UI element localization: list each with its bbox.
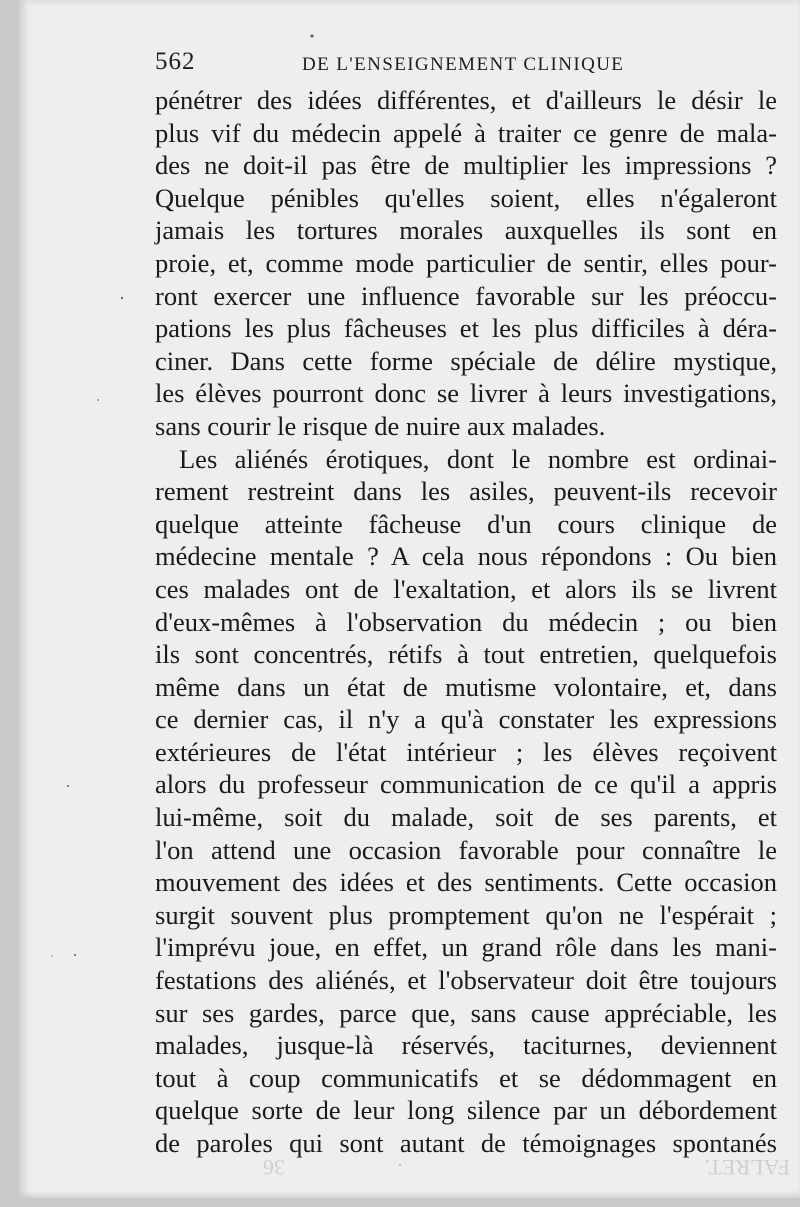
- text-line: Quelque pénibles qu'elles soient, elles n'égaleront: [155, 182, 777, 213]
- text-line: proie, et, comme mode particulier de sentir, elles pour-: [155, 247, 777, 278]
- text-line: festations des aliénés, et l'observateur doit être toujours: [155, 965, 777, 996]
- text-line: des ne doit-il pas être de multiplier les impressions ?: [155, 150, 777, 181]
- text-line: ciner. Dans cette forme spéciale de délire mystique,: [155, 345, 777, 376]
- text-line: rement restreint dans les asiles, peuvent-ils recevoir: [155, 476, 777, 507]
- text-line: d'eux-mêmes à l'observation du médecin ; ou bien: [155, 606, 777, 637]
- text-line: Les aliénés érotiques, dont le nombre est ordinai-: [179, 443, 777, 474]
- text-line: médecine mentale ? A cela nous répondons : Ou bien: [155, 541, 777, 572]
- show-through-left: FALRET.: [704, 1155, 790, 1180]
- text-line: surgit souvent plus promptement qu'on ne l'espérait ;: [155, 899, 777, 930]
- text-line: même dans un état de mutisme volontaire, et, dans: [155, 671, 777, 702]
- text-line: jamais les tortures morales auxquelles ils sont en: [155, 215, 777, 246]
- text-line: ront exercer une influence favorable sur les préoccu-: [155, 280, 777, 311]
- page-number: 562: [155, 48, 196, 75]
- text-line: sur ses gardes, parce que, sans cause appréciable, les: [155, 997, 777, 1028]
- show-through-text: [190, 1152, 790, 1180]
- text-line: tout à coup communicatifs et se dédommagent en: [155, 1062, 777, 1093]
- text-line: mouvement des idées et des sentiments. Cette occasion: [155, 867, 777, 898]
- text-line: alors du professeur communication de ce qu'il a appris: [155, 769, 777, 800]
- text-line: plus vif du médecin appelé à traiter ce genre de mala-: [155, 117, 777, 148]
- text-line: pations les plus fâcheuses et les plus difficiles à déra-: [155, 313, 777, 344]
- text-line: malades, jusque-là réservés, taciturnes, deviennent: [155, 1030, 777, 1061]
- text-line: extérieures de l'état intérieur ; les élèves reçoivent: [155, 736, 777, 767]
- text-line: lui-même, soit du malade, soit de ses parents, et: [155, 802, 777, 833]
- text-line: ce dernier cas, il n'y a qu'à constater les expressions: [155, 704, 777, 735]
- text-line: quelque sorte de leur long silence par un débordement: [155, 1095, 777, 1126]
- text-line: les élèves pourront donc se livrer à leurs investigations,: [155, 378, 777, 409]
- text-line: de paroles qui sont autant de témoignages spontanés: [155, 1128, 777, 1158]
- text-line: ils sont concentrés, rétifs à tout entretien, quelquefois: [155, 639, 777, 670]
- text-line: pénétrer des idées différentes, et d'ailleurs le désir le: [155, 85, 777, 115]
- text-line: l'imprévu joue, en effet, un grand rôle dans les mani-: [155, 932, 777, 963]
- text-line: ces malades ont de l'exaltation, et alors ils se livrent: [155, 573, 777, 604]
- page-header: [155, 48, 765, 84]
- show-through-right: 36: [263, 1155, 285, 1180]
- body-text: [155, 84, 777, 1160]
- running-title: DE L'ENSEIGNEMENT CLINIQUE: [302, 54, 625, 75]
- text-line: l'on attend une occasion favorable pour connaître le: [155, 834, 777, 865]
- text-line: quelque atteinte fâcheuse d'un cours clinique de: [155, 508, 777, 539]
- text-line: sans courir le risque de nuire aux malades.: [155, 410, 606, 441]
